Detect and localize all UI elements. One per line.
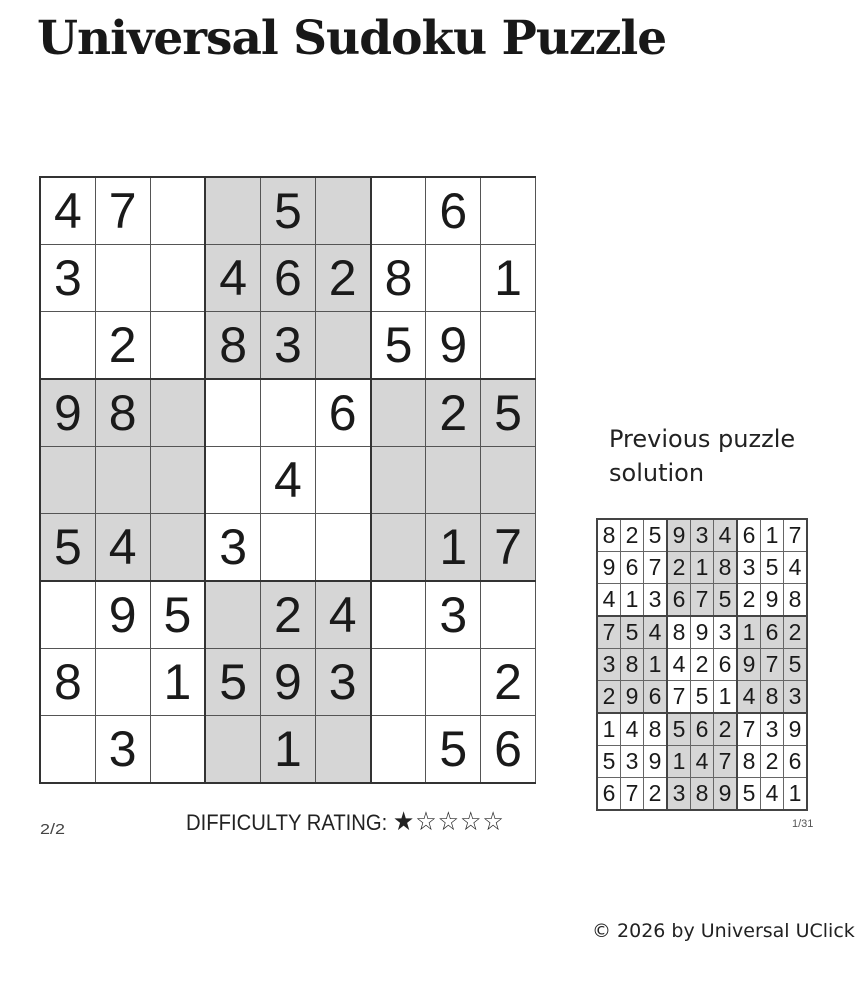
solution-cell: 8 [644, 713, 668, 746]
sudoku-cell [371, 447, 426, 514]
star-empty-icon: ☆ [482, 806, 505, 836]
solution-cell: 6 [667, 584, 691, 617]
sudoku-cell [150, 245, 205, 312]
sudoku-cell: 3 [426, 581, 481, 649]
sudoku-cell [205, 177, 260, 245]
sudoku-cell [371, 379, 426, 447]
sudoku-cell: 3 [40, 245, 95, 312]
sudoku-cell: 3 [205, 514, 260, 582]
sudoku-cell: 9 [426, 312, 481, 380]
solution-cell: 4 [691, 746, 714, 778]
sudoku-cell [371, 581, 426, 649]
solution-cell: 3 [621, 746, 644, 778]
sudoku-cell: 7 [481, 514, 536, 582]
solution-cell: 4 [597, 584, 621, 617]
sudoku-cell [426, 245, 481, 312]
solution-cell: 8 [737, 746, 761, 778]
solution-cell: 7 [597, 616, 621, 649]
solution-cell: 9 [597, 552, 621, 584]
solution-cell: 1 [761, 519, 784, 552]
sudoku-cell [205, 716, 260, 784]
sudoku-row [40, 245, 536, 312]
sudoku-cell [315, 716, 370, 784]
sudoku-cell [205, 447, 260, 514]
solution-cell: 4 [644, 616, 668, 649]
solution-cell: 9 [644, 746, 668, 778]
sudoku-cell: 6 [426, 177, 481, 245]
solution-cell: 6 [737, 519, 761, 552]
solution-cell: 5 [737, 778, 761, 811]
solution-cell: 7 [621, 778, 644, 811]
sudoku-cell: 2 [261, 581, 316, 649]
sudoku-row [40, 177, 536, 245]
solution-cell: 6 [691, 713, 714, 746]
solution-row [597, 552, 807, 584]
solution-cell: 8 [597, 519, 621, 552]
solution-cell: 1 [691, 552, 714, 584]
sudoku-cell [40, 447, 95, 514]
solution-cell: 7 [784, 519, 808, 552]
solution-cell: 3 [737, 552, 761, 584]
solution-row [597, 616, 807, 649]
solution-cell: 3 [714, 616, 738, 649]
solution-cell: 2 [784, 616, 808, 649]
sudoku-cell [315, 312, 370, 380]
solution-cell: 9 [691, 616, 714, 649]
sudoku-cell: 1 [150, 649, 205, 716]
puzzle-title: Universal Sudoku Puzzle [37, 11, 667, 66]
sudoku-cell [40, 312, 95, 380]
sudoku-cell: 5 [426, 716, 481, 784]
sudoku-cell: 5 [481, 379, 536, 447]
solution-cell: 6 [621, 552, 644, 584]
solution-cell: 2 [714, 713, 738, 746]
sudoku-row [40, 447, 536, 514]
solution-row [597, 681, 807, 714]
sudoku-cell: 4 [205, 245, 260, 312]
solution-cell: 9 [714, 778, 738, 811]
sudoku-cell: 8 [95, 379, 150, 447]
solution-cell: 8 [784, 584, 808, 617]
solution-cell: 1 [737, 616, 761, 649]
solution-cell: 8 [691, 778, 714, 811]
sudoku-cell [95, 447, 150, 514]
sudoku-cell: 6 [261, 245, 316, 312]
sudoku-cell: 4 [40, 177, 95, 245]
sudoku-cell: 1 [481, 245, 536, 312]
solution-cell: 7 [644, 552, 668, 584]
solution-cell: 5 [784, 649, 808, 681]
solution-cell: 5 [597, 746, 621, 778]
sudoku-cell: 5 [205, 649, 260, 716]
solution-cell: 2 [667, 552, 691, 584]
solution-cell: 1 [621, 584, 644, 617]
sudoku-cell [40, 716, 95, 784]
sudoku-cell: 2 [426, 379, 481, 447]
sudoku-cell [261, 514, 316, 582]
solution-cell: 7 [691, 584, 714, 617]
solution-cell: 6 [784, 746, 808, 778]
solution-cell: 2 [644, 778, 668, 811]
sudoku-cell: 2 [481, 649, 536, 716]
sudoku-cell: 1 [261, 716, 316, 784]
solution-cell: 5 [621, 616, 644, 649]
sudoku-cell [315, 447, 370, 514]
solution-cell: 5 [691, 681, 714, 714]
star-empty-icon: ☆ [437, 806, 461, 836]
previous-solution-grid [596, 518, 808, 811]
solution-cell: 6 [597, 778, 621, 811]
solution-cell: 7 [761, 649, 784, 681]
sudoku-cell [95, 649, 150, 716]
solution-cell: 2 [621, 519, 644, 552]
sudoku-cell [371, 649, 426, 716]
sudoku-cell: 9 [261, 649, 316, 716]
sudoku-cell: 5 [40, 514, 95, 582]
solution-cell: 2 [597, 681, 621, 714]
sudoku-cell: 9 [95, 581, 150, 649]
solution-cell: 5 [761, 552, 784, 584]
previous-solution-label: Previous puzzle solution [609, 425, 796, 487]
solution-row [597, 519, 807, 552]
sudoku-cell [205, 581, 260, 649]
solution-cell: 5 [644, 519, 668, 552]
sudoku-cell: 5 [371, 312, 426, 380]
page-number: 2/2 [40, 821, 66, 838]
sudoku-row [40, 649, 536, 716]
solution-cell: 1 [714, 681, 738, 714]
sudoku-row [40, 716, 536, 784]
solution-cell: 6 [714, 649, 738, 681]
sudoku-row [40, 581, 536, 649]
solution-cell: 5 [667, 713, 691, 746]
sudoku-cell [481, 447, 536, 514]
solution-cell: 9 [667, 519, 691, 552]
sudoku-cell [426, 447, 481, 514]
solution-cell: 4 [667, 649, 691, 681]
solution-cell: 2 [737, 584, 761, 617]
star-filled-icon: ★ [392, 806, 416, 836]
solution-cell: 3 [691, 519, 714, 552]
sudoku-cell: 9 [40, 379, 95, 447]
sudoku-cell [150, 312, 205, 380]
solution-row [597, 584, 807, 617]
sudoku-cell: 4 [261, 447, 316, 514]
solution-cell: 8 [714, 552, 738, 584]
sudoku-row [40, 379, 536, 447]
solution-cell: 2 [691, 649, 714, 681]
solution-row [597, 778, 807, 811]
sudoku-cell [95, 245, 150, 312]
sudoku-cell [426, 649, 481, 716]
solution-row [597, 746, 807, 778]
sudoku-cell: 8 [205, 312, 260, 380]
sudoku-cell: 6 [481, 716, 536, 784]
sudoku-cell: 2 [315, 245, 370, 312]
solution-cell: 3 [761, 713, 784, 746]
solution-cell: 8 [621, 649, 644, 681]
solution-cell: 9 [784, 713, 808, 746]
sudoku-cell [150, 177, 205, 245]
solution-cell: 9 [761, 584, 784, 617]
sudoku-cell: 6 [315, 379, 370, 447]
sudoku-cell [371, 716, 426, 784]
sudoku-cell: 5 [150, 581, 205, 649]
solution-cell: 9 [737, 649, 761, 681]
solution-row [597, 713, 807, 746]
solution-cell: 7 [714, 746, 738, 778]
solution-cell: 1 [644, 649, 668, 681]
solution-cell: 6 [644, 681, 668, 714]
solution-cell: 8 [667, 616, 691, 649]
sudoku-cell: 2 [95, 312, 150, 380]
sudoku-cell: 3 [315, 649, 370, 716]
sudoku-cell: 5 [261, 177, 316, 245]
sudoku-grid [39, 176, 536, 791]
sudoku-cell: 3 [261, 312, 316, 380]
sudoku-cell [481, 581, 536, 649]
solution-cell: 4 [761, 778, 784, 811]
sudoku-cell: 7 [95, 177, 150, 245]
solution-cell: 7 [737, 713, 761, 746]
sudoku-cell [371, 514, 426, 582]
sudoku-row [40, 312, 536, 380]
sudoku-cell [481, 177, 536, 245]
solution-cell: 5 [714, 584, 738, 617]
solution-cell: 3 [667, 778, 691, 811]
sudoku-cell: 3 [95, 716, 150, 784]
solution-cell: 7 [667, 681, 691, 714]
solution-cell: 4 [784, 552, 808, 584]
star-empty-icon: ☆ [460, 806, 483, 836]
sudoku-cell [315, 514, 370, 582]
solution-cell: 4 [737, 681, 761, 714]
solution-cell: 1 [784, 778, 808, 811]
sudoku-row [40, 514, 536, 582]
solution-page-number: 1/31 [792, 818, 814, 830]
copyright-notice: © 2026 by Universal UClick [592, 920, 855, 942]
solution-cell: 3 [644, 584, 668, 617]
difficulty-stars [393, 806, 505, 836]
solution-cell: 4 [621, 713, 644, 746]
difficulty-rating [186, 806, 508, 837]
sudoku-cell [205, 379, 260, 447]
sudoku-cell [481, 312, 536, 380]
solution-cell: 1 [597, 713, 621, 746]
sudoku-cell [40, 581, 95, 649]
star-empty-icon: ☆ [415, 806, 438, 836]
solution-row [597, 649, 807, 681]
sudoku-cell [261, 379, 316, 447]
difficulty-label: DIFFICULTY RATING: [186, 810, 388, 835]
solution-cell: 2 [761, 746, 784, 778]
solution-cell: 9 [621, 681, 644, 714]
sudoku-cell: 8 [40, 649, 95, 716]
sudoku-cell: 4 [315, 581, 370, 649]
solution-cell: 4 [714, 519, 738, 552]
sudoku-cell [315, 177, 370, 245]
sudoku-cell [150, 514, 205, 582]
solution-cell: 6 [761, 616, 784, 649]
sudoku-cell: 4 [95, 514, 150, 582]
solution-cell: 3 [597, 649, 621, 681]
sudoku-cell [150, 447, 205, 514]
sudoku-cell: 1 [426, 514, 481, 582]
solution-cell: 8 [761, 681, 784, 714]
solution-cell: 3 [784, 681, 808, 714]
sudoku-cell [371, 177, 426, 245]
solution-cell: 1 [667, 746, 691, 778]
sudoku-cell: 8 [371, 245, 426, 312]
sudoku-cell [150, 716, 205, 784]
sudoku-cell [150, 379, 205, 447]
